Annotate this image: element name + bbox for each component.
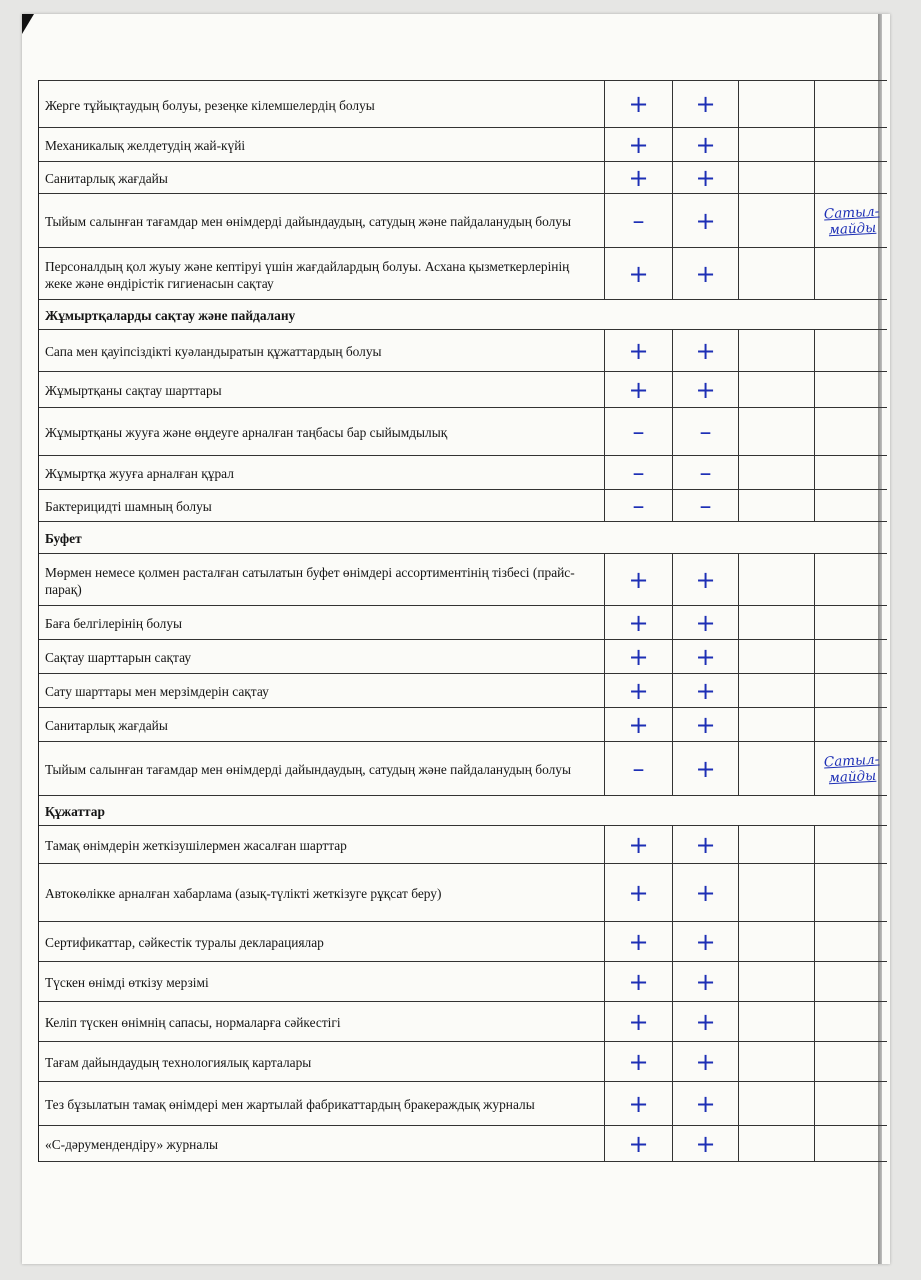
handwritten-mark: + [695, 830, 716, 859]
handwritten-mark: + [628, 163, 649, 192]
handwritten-mark: – [632, 458, 645, 487]
inspection-checklist-table [38, 80, 887, 1162]
checklist-row [39, 640, 887, 674]
checklist-row [39, 162, 887, 194]
empty-column [739, 456, 815, 489]
note-column [815, 674, 887, 707]
mark-column-1 [605, 864, 673, 921]
note-column [815, 962, 887, 1001]
requirement-text: Жұмыртқаны жууға және өңдеуге арналған таңбасы бар сыйымдылық [39, 408, 605, 455]
handwritten-note: Сатыл-майды [823, 203, 880, 238]
checklist-row [39, 490, 887, 522]
handwritten-mark: + [628, 642, 649, 671]
requirement-text: Келіп түскен өнімнің сапасы, нормаларға сәйкестігі [39, 1002, 605, 1041]
note-column [815, 456, 887, 489]
section-title: Жұмыртқаларды сақтау және пайдалану [45, 308, 296, 323]
requirement-text: Автокөлікке арналған хабарлама (азық-түлікті жеткізуге рұқсат беру) [39, 864, 605, 921]
checklist-row [39, 554, 887, 606]
handwritten-mark: + [628, 878, 649, 907]
mark-column-1 [605, 1126, 673, 1161]
handwritten-mark: + [695, 927, 716, 956]
note-column [815, 640, 887, 673]
note-column [815, 922, 887, 961]
requirement-text: «С-дәрумендендіру» журналы [39, 1126, 605, 1161]
handwritten-mark: – [632, 754, 645, 783]
checklist-row [39, 1126, 887, 1162]
note-column [815, 408, 887, 455]
mark-column-2 [673, 742, 739, 795]
empty-column [739, 330, 815, 371]
note-column [815, 81, 887, 127]
checklist-row [39, 922, 887, 962]
mark-column-2 [673, 372, 739, 407]
mark-column-1 [605, 606, 673, 639]
handwritten-mark: – [632, 417, 645, 446]
requirement-text: Бактерицидті шамның болуы [39, 490, 605, 521]
handwritten-mark: + [628, 336, 649, 365]
empty-column [739, 674, 815, 707]
handwritten-mark: + [695, 878, 716, 907]
mark-column-1 [605, 1002, 673, 1041]
note-column [815, 742, 887, 795]
mark-column-2 [673, 554, 739, 605]
empty-column [739, 742, 815, 795]
section-header-row [39, 796, 887, 826]
empty-column [739, 372, 815, 407]
mark-column-1 [605, 330, 673, 371]
note-column [815, 194, 887, 247]
section-title: Құжаттар [45, 804, 105, 819]
requirement-text: Сақтау шарттарын сақтау [39, 640, 605, 673]
requirement-text: Жұмыртқаны сақтау шарттары [39, 372, 605, 407]
mark-column-2 [673, 408, 739, 455]
handwritten-mark: + [628, 608, 649, 637]
handwritten-mark: + [628, 130, 649, 159]
handwritten-mark: + [628, 375, 649, 404]
note-column [815, 826, 887, 863]
mark-column-2 [673, 674, 739, 707]
handwritten-mark: – [699, 491, 712, 520]
note-column [815, 864, 887, 921]
handwritten-mark: + [695, 1007, 716, 1036]
empty-column [739, 1082, 815, 1125]
requirement-text: Тағам дайындаудың технологиялық карталары [39, 1042, 605, 1081]
mark-column-1 [605, 1082, 673, 1125]
empty-column [739, 864, 815, 921]
note-column [815, 708, 887, 741]
handwritten-mark: + [628, 565, 649, 594]
mark-column-2 [673, 922, 739, 961]
note-column [815, 1002, 887, 1041]
requirement-text: Тез бұзылатын тамақ өнімдері мен жартылай фабрикаттардың бракераждық журналы [39, 1082, 605, 1125]
handwritten-mark: + [695, 375, 716, 404]
mark-column-1 [605, 162, 673, 193]
checklist-row [39, 248, 887, 300]
mark-column-2 [673, 1042, 739, 1081]
empty-column [739, 826, 815, 863]
mark-column-1 [605, 128, 673, 161]
handwritten-mark: + [695, 967, 716, 996]
handwritten-mark: + [628, 927, 649, 956]
handwritten-mark: + [695, 90, 716, 118]
note-column [815, 1126, 887, 1161]
mark-column-1 [605, 1042, 673, 1081]
mark-column-1 [605, 248, 673, 299]
note-column [815, 1082, 887, 1125]
note-column [815, 490, 887, 521]
note-column [815, 372, 887, 407]
handwritten-mark: + [695, 608, 716, 637]
requirement-text: Жұмыртқа жууға арналған құрал [39, 456, 605, 489]
handwritten-mark: + [695, 163, 716, 192]
empty-column [739, 554, 815, 605]
handwritten-mark: – [632, 206, 645, 235]
handwritten-mark: – [699, 417, 712, 446]
empty-column [739, 128, 815, 161]
requirement-text: Баға белгілерінің болуы [39, 606, 605, 639]
mark-column-2 [673, 162, 739, 193]
checklist-row [39, 456, 887, 490]
mark-column-1 [605, 408, 673, 455]
handwritten-mark: + [628, 1047, 649, 1076]
checklist-row [39, 80, 887, 128]
requirement-text: Сату шарттары мен мерзімдерін сақтау [39, 674, 605, 707]
mark-column-2 [673, 330, 739, 371]
note-column [815, 554, 887, 605]
handwritten-mark: + [695, 642, 716, 671]
mark-column-1 [605, 708, 673, 741]
mark-column-2 [673, 194, 739, 247]
note-column [815, 606, 887, 639]
mark-column-1 [605, 372, 673, 407]
checklist-row [39, 742, 887, 796]
mark-column-2 [673, 640, 739, 673]
section-title: Буфет [45, 531, 82, 546]
empty-column [739, 1042, 815, 1081]
handwritten-mark: + [695, 676, 716, 705]
handwritten-mark: + [695, 1047, 716, 1076]
mark-column-2 [673, 1126, 739, 1161]
requirement-text: Сертификаттар, сәйкестік туралы декларациялар [39, 922, 605, 961]
handwritten-mark: – [632, 491, 645, 520]
mark-column-1 [605, 674, 673, 707]
note-column [815, 162, 887, 193]
empty-column [739, 1002, 815, 1041]
checklist-row [39, 1082, 887, 1126]
mark-column-2 [673, 708, 739, 741]
checklist-row [39, 408, 887, 456]
checklist-row [39, 1002, 887, 1042]
mark-column-2 [673, 248, 739, 299]
requirement-text: Тамақ өнімдерін жеткізушілермен жасалған шарттар [39, 826, 605, 863]
handwritten-mark: + [695, 754, 716, 783]
empty-column [739, 194, 815, 247]
mark-column-1 [605, 194, 673, 247]
page-corner-mark [22, 14, 34, 34]
mark-column-2 [673, 81, 739, 127]
section-header-row [39, 300, 887, 330]
mark-column-2 [673, 864, 739, 921]
mark-column-2 [673, 826, 739, 863]
mark-column-2 [673, 1082, 739, 1125]
note-column [815, 1042, 887, 1081]
empty-column [739, 922, 815, 961]
mark-column-2 [673, 606, 739, 639]
empty-column [739, 248, 815, 299]
handwritten-mark: + [628, 830, 649, 859]
requirement-text: Механикалық желдетудің жай-күйі [39, 128, 605, 161]
note-column [815, 330, 887, 371]
handwritten-mark: + [628, 710, 649, 739]
requirement-text: Персоналдың қол жуыу және кептіруі үшін жағдайлардың болуы. Асхана қызметкерлерінің жеке және өндірістік гигиенасын сақтау [39, 248, 605, 299]
empty-column [739, 1126, 815, 1161]
requirement-text: Мөрмен немесе қолмен расталған сатылатын буфет өнімдері ассортиментінің тізбесі (прайс-парақ) [39, 554, 605, 605]
checklist-row [39, 674, 887, 708]
requirement-text: Тыйым салынған тағамдар мен өнімдерді дайындаудың, сатудың және пайдаланудың болуы [39, 742, 605, 795]
checklist-row [39, 708, 887, 742]
checklist-row [39, 826, 887, 864]
mark-column-1 [605, 490, 673, 521]
checklist-row [39, 194, 887, 248]
checklist-row [39, 330, 887, 372]
empty-column [739, 162, 815, 193]
empty-column [739, 606, 815, 639]
handwritten-mark: + [628, 967, 649, 996]
mark-column-1 [605, 81, 673, 127]
handwritten-mark: + [628, 1129, 649, 1158]
requirement-text: Тыйым салынған тағамдар мен өнімдерді дайындаудың, сатудың және пайдаланудың болуы [39, 194, 605, 247]
mark-column-2 [673, 962, 739, 1001]
checklist-row [39, 606, 887, 640]
handwritten-note: Сатыл-майды [823, 751, 880, 786]
mark-column-1 [605, 826, 673, 863]
mark-column-1 [605, 922, 673, 961]
handwritten-mark: + [628, 90, 649, 118]
requirement-text: Санитарлық жағдайы [39, 708, 605, 741]
empty-column [739, 490, 815, 521]
handwritten-mark: + [628, 1007, 649, 1036]
handwritten-mark: + [695, 1089, 716, 1118]
section-header-row [39, 522, 887, 554]
empty-column [739, 640, 815, 673]
handwritten-mark: + [695, 336, 716, 365]
handwritten-mark: + [628, 676, 649, 705]
mark-column-2 [673, 456, 739, 489]
requirement-text: Жерге тұйықтаудың болуы, резеңке кілемшелердің болуы [39, 81, 605, 127]
checklist-row [39, 128, 887, 162]
checklist-row [39, 864, 887, 922]
handwritten-mark: + [695, 1129, 716, 1158]
requirement-text: Сапа мен қауіпсіздікті куәландыратын құжаттардың болуы [39, 330, 605, 371]
requirement-text: Санитарлық жағдайы [39, 162, 605, 193]
checklist-row [39, 1042, 887, 1082]
mark-column-2 [673, 128, 739, 161]
mark-column-1 [605, 962, 673, 1001]
mark-column-2 [673, 1002, 739, 1041]
empty-column [739, 408, 815, 455]
handwritten-mark: + [695, 710, 716, 739]
requirement-text: Түскен өнімді өткізу мерзімі [39, 962, 605, 1001]
handwritten-mark: – [699, 458, 712, 487]
handwritten-mark: + [695, 565, 716, 594]
note-column [815, 128, 887, 161]
handwritten-mark: + [628, 259, 649, 288]
checklist-row [39, 372, 887, 408]
handwritten-mark: + [695, 206, 716, 235]
mark-column-1 [605, 554, 673, 605]
empty-column [739, 708, 815, 741]
checklist-row [39, 962, 887, 1002]
mark-column-1 [605, 640, 673, 673]
empty-column [739, 81, 815, 127]
mark-column-2 [673, 490, 739, 521]
note-column [815, 248, 887, 299]
handwritten-mark: + [695, 130, 716, 159]
handwritten-mark: + [628, 1089, 649, 1118]
empty-column [739, 962, 815, 1001]
mark-column-1 [605, 456, 673, 489]
mark-column-1 [605, 742, 673, 795]
handwritten-mark: + [695, 259, 716, 288]
